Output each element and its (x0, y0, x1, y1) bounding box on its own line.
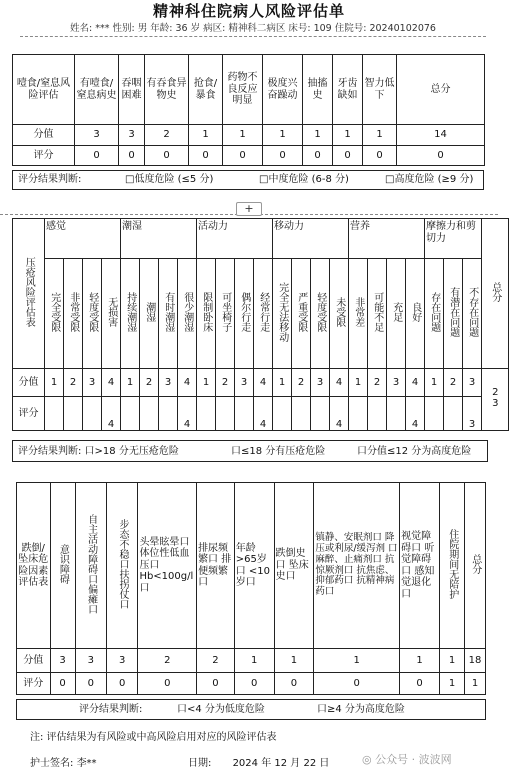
score-cell: 3 (159, 369, 178, 397)
eval-cell[interactable]: 0 (234, 673, 274, 695)
eval-cell[interactable]: 0 (333, 146, 363, 166)
score-cell: 3 (387, 369, 406, 397)
eval-cell[interactable] (197, 397, 216, 431)
group-activity: 活动力 (197, 219, 273, 259)
score-cell: 1 (274, 649, 314, 673)
score-cell: 1 (349, 369, 368, 397)
row-label: 分值 (17, 649, 51, 673)
nurse-name[interactable]: 李** (76, 758, 97, 769)
choking-item: 智力低下 (363, 55, 397, 125)
eval-cell[interactable]: 0 (303, 146, 333, 166)
score-cell: 3 (463, 369, 482, 397)
score-cell: 14 (397, 125, 485, 146)
patient-info: 姓名: *** 性别: 男 年龄: 36 岁 病区: 精神科二病区 床号: 109 住院号: 20240102076 (20, 22, 486, 37)
eval-cell[interactable]: 0 (189, 146, 223, 166)
pressure-item: 轻度受限 (311, 259, 330, 369)
fall-item: 自主活动障碍口偏瘫口 (75, 483, 106, 649)
choking-judge-row (12, 170, 484, 190)
pressure-item: 可坐椅子 (216, 259, 235, 369)
eval-cell[interactable] (140, 397, 159, 431)
pressure-item: 未受限 (330, 259, 349, 369)
eval-cell[interactable] (292, 397, 311, 431)
fall-title: 跌倒/坠床危险因素评估表 (17, 483, 51, 649)
row-label: 分值 (13, 125, 75, 146)
date-field (188, 754, 329, 769)
score-cell: 1 (333, 125, 363, 146)
eval-cell[interactable] (159, 397, 178, 431)
fall-risk-table (16, 482, 486, 695)
score-cell: 3 (75, 649, 106, 673)
score-cell: 1 (263, 125, 303, 146)
group-friction: 摩擦力和剪切力 (425, 219, 482, 259)
choking-title: 噎食/窒息风险评估 (13, 55, 75, 125)
pressure-item: 存在问题 (425, 259, 444, 369)
score-cell: 3 (107, 649, 138, 673)
fall-score-row (17, 649, 486, 673)
pressure-item: 潮湿 (140, 259, 159, 369)
pressure-group-row (13, 219, 509, 259)
score-cell: 1 (45, 369, 64, 397)
eval-cell[interactable]: 0 (397, 146, 485, 166)
score-cell: 4 (254, 369, 273, 397)
score-cell: 1 (223, 125, 263, 146)
pressure-item: 有时潮湿 (159, 259, 178, 369)
fall-item: 跌倒史口 坠床史口 (274, 483, 314, 649)
score-cell: 2 (145, 125, 189, 146)
eval-cell[interactable] (121, 397, 140, 431)
score-cell: 3 (83, 369, 102, 397)
watermark: ◎ 公众号 · 波波网 (362, 753, 452, 766)
choking-eval-row (13, 146, 485, 166)
eval-cell[interactable] (425, 397, 444, 431)
score-cell: 4 (102, 369, 121, 397)
pressure-total-header: 总分 (482, 219, 509, 369)
eval-cell[interactable] (387, 397, 406, 431)
footnote: 注: 评估结果为有风险或中高风险启用对应的风险评估表 (30, 732, 277, 743)
score-cell: 1 (363, 125, 397, 146)
choking-item: 吞咽困难 (119, 55, 145, 125)
pressure-score-row (13, 369, 509, 397)
score-cell: 4 (178, 369, 197, 397)
pressure-title: 压疮风险评估表 (13, 219, 45, 369)
date-value[interactable]: 2024 年 12 月 22 日 (232, 758, 330, 769)
eval-cell[interactable] (235, 397, 254, 431)
score-cell: 2 (444, 369, 463, 397)
eval-cell[interactable]: 0 (314, 673, 400, 695)
eval-cell[interactable]: 4 (406, 397, 425, 431)
score-cell: 2 (64, 369, 83, 397)
score-cell: 2 (368, 369, 387, 397)
score-cell: 3 (311, 369, 330, 397)
choking-item: 极度兴奋躁动 (263, 55, 303, 125)
judge-high-checkbox[interactable]: □高度危险 (≥9 分) (385, 174, 474, 185)
eval-cell[interactable]: 3 (463, 397, 482, 431)
pressure-judge-risk[interactable]: 口≤18 分有压疮危险 (231, 446, 326, 457)
row-label: 分值 (13, 369, 45, 397)
pressure-item: 轻度受限 (83, 259, 102, 369)
judge-low-checkbox[interactable]: □低度危险 (≤5 分) (125, 174, 214, 185)
group-moisture: 潮湿 (121, 219, 197, 259)
choking-header-row (13, 55, 485, 125)
eval-cell[interactable]: 0 (138, 673, 197, 695)
fall-header-row (17, 483, 486, 649)
pressure-item: 良好 (406, 259, 425, 369)
eval-cell[interactable]: 1 (439, 673, 464, 695)
pressure-item-row (13, 259, 509, 369)
pressure-judge-no-risk[interactable]: 评分结果判断: 口>18 分无压疮危险 (18, 446, 179, 457)
pressure-eval-row (13, 397, 509, 431)
pressure-item: 持续潮湿 (121, 259, 140, 369)
eval-cell[interactable]: 0 (274, 673, 314, 695)
pressure-item: 严重受限 (292, 259, 311, 369)
eval-cell[interactable] (83, 397, 102, 431)
eval-cell[interactable]: 0 (145, 146, 189, 166)
score-cell: 2 (197, 649, 235, 673)
judge-mid-checkbox[interactable]: □中度危险 (6-8 分) (259, 174, 349, 185)
score-cell: 2 (138, 649, 197, 673)
eval-cell[interactable] (311, 397, 330, 431)
pressure-item: 完全无法移动 (273, 259, 292, 369)
row-label: 评分 (13, 146, 75, 166)
pressure-item: 非常受限 (64, 259, 83, 369)
score-cell: 1 (273, 369, 292, 397)
choking-total-header: 总分 (397, 55, 485, 125)
eval-cell[interactable]: 0 (75, 146, 119, 166)
score-cell: 4 (406, 369, 425, 397)
eval-cell[interactable]: 0 (263, 146, 303, 166)
fall-judge-high[interactable]: 口≥4 分为高度危险 (317, 704, 405, 715)
page-title: 精神科住院病人风险评估单 (152, 2, 345, 20)
eval-cell[interactable]: 0 (400, 673, 440, 695)
fall-item: 年龄>65岁口 <10岁口 (234, 483, 274, 649)
eval-cell[interactable]: 4 (330, 397, 349, 431)
score-cell: 1 (234, 649, 274, 673)
pressure-judge-row (12, 440, 488, 462)
add-row-button[interactable]: + (236, 202, 262, 216)
pressure-total-cell: 23 (482, 369, 509, 431)
fall-item: 步态不稳口扶拐仗口 (107, 483, 138, 649)
eval-cell[interactable] (64, 397, 83, 431)
eval-cell[interactable] (349, 397, 368, 431)
pressure-item: 偶尔行走 (235, 259, 254, 369)
pressure-item: 不存在问题 (463, 259, 482, 369)
fall-item: 意识障碍 (50, 483, 75, 649)
pressure-item: 无损害 (102, 259, 121, 369)
score-cell: 1 (314, 649, 400, 673)
score-cell: 3 (119, 125, 145, 146)
choking-risk-table (12, 54, 485, 166)
eval-cell[interactable]: 4 (102, 397, 121, 431)
fall-judge-low[interactable]: 口<4 分为低度危险 (177, 704, 265, 715)
eval-cell[interactable]: 0 (107, 673, 138, 695)
score-cell: 1 (425, 369, 444, 397)
eval-cell[interactable] (45, 397, 64, 431)
pressure-item: 充足 (387, 259, 406, 369)
choking-item: 有吞食异物史 (145, 55, 189, 125)
eval-cell[interactable]: 0 (50, 673, 75, 695)
judge-label: 评分结果判断: (18, 174, 82, 185)
group-nutrition: 营养 (349, 219, 425, 259)
score-cell: 18 (465, 649, 486, 673)
score-cell: 2 (292, 369, 311, 397)
score-cell: 1 (121, 369, 140, 397)
eval-cell[interactable]: 0 (75, 673, 106, 695)
score-cell: 3 (235, 369, 254, 397)
eval-cell[interactable]: 4 (254, 397, 273, 431)
nurse-signature (30, 754, 97, 769)
eval-cell[interactable]: 0 (363, 146, 397, 166)
pressure-item: 经常行走 (254, 259, 273, 369)
score-cell: 3 (75, 125, 119, 146)
eval-cell[interactable]: 0 (223, 146, 263, 166)
fall-item: 头晕眩晕口 体位性低血压口 Hb<100g/l口 (138, 483, 197, 649)
row-label: 评分 (17, 673, 51, 695)
date-label: 日期: (188, 758, 212, 769)
group-mobility: 移动力 (273, 219, 349, 259)
fall-item: 住院期间无陪护 (439, 483, 464, 649)
pressure-item: 限制卧床 (197, 259, 216, 369)
judge-label: 评分结果判断: (79, 704, 143, 715)
score-cell: 3 (50, 649, 75, 673)
score-cell: 4 (330, 369, 349, 397)
eval-cell[interactable] (444, 397, 463, 431)
eval-cell[interactable] (273, 397, 292, 431)
fall-item: 视觉障碍口 听觉障碍口 感知觉退化口 (400, 483, 440, 649)
pressure-risk-table (12, 218, 509, 431)
score-cell: 2 (216, 369, 235, 397)
pressure-item: 很少潮湿 (178, 259, 197, 369)
eval-cell[interactable]: 0 (197, 673, 235, 695)
pressure-judge-high[interactable]: 口分值≤12 分为高度危险 (357, 446, 472, 457)
eval-cell[interactable]: 1 (465, 673, 486, 695)
nurse-label: 护士签名: (30, 758, 74, 769)
group-sensation: 感觉 (45, 219, 121, 259)
choking-item: 抢食/暴食 (189, 55, 223, 125)
score-cell: 1 (439, 649, 464, 673)
score-cell: 2 (140, 369, 159, 397)
pressure-item: 有潜在问题 (444, 259, 463, 369)
eval-cell[interactable] (216, 397, 235, 431)
row-label: 评分 (13, 397, 45, 431)
choking-score-row (13, 125, 485, 146)
fall-total-header: 总分 (465, 483, 486, 649)
fall-item: 排尿频繁口 排便频繁口 (197, 483, 235, 649)
fall-eval-row (17, 673, 486, 695)
score-cell: 1 (189, 125, 223, 146)
choking-item: 药物不良反应明显 (223, 55, 263, 125)
pressure-item: 可能不足 (368, 259, 387, 369)
fall-item: 镇静、安眠剂口 降压或利尿/缓泻剂 口 麻醉、止痛剂口 抗惊厥剂口 抗焦虑、抑郁药口 抗精神病药口 (314, 483, 400, 649)
score-cell: 1 (303, 125, 333, 146)
eval-cell[interactable]: 0 (119, 146, 145, 166)
eval-cell[interactable]: 4 (178, 397, 197, 431)
score-cell: 1 (400, 649, 440, 673)
pressure-item: 完全受限 (45, 259, 64, 369)
choking-item: 有噎食/窒息病史 (75, 55, 119, 125)
choking-item: 抽搐史 (303, 55, 333, 125)
choking-item: 牙齿缺如 (333, 55, 363, 125)
fall-judge-row (16, 699, 486, 720)
pressure-item: 非常差 (349, 259, 368, 369)
eval-cell[interactable] (368, 397, 387, 431)
score-cell: 1 (197, 369, 216, 397)
